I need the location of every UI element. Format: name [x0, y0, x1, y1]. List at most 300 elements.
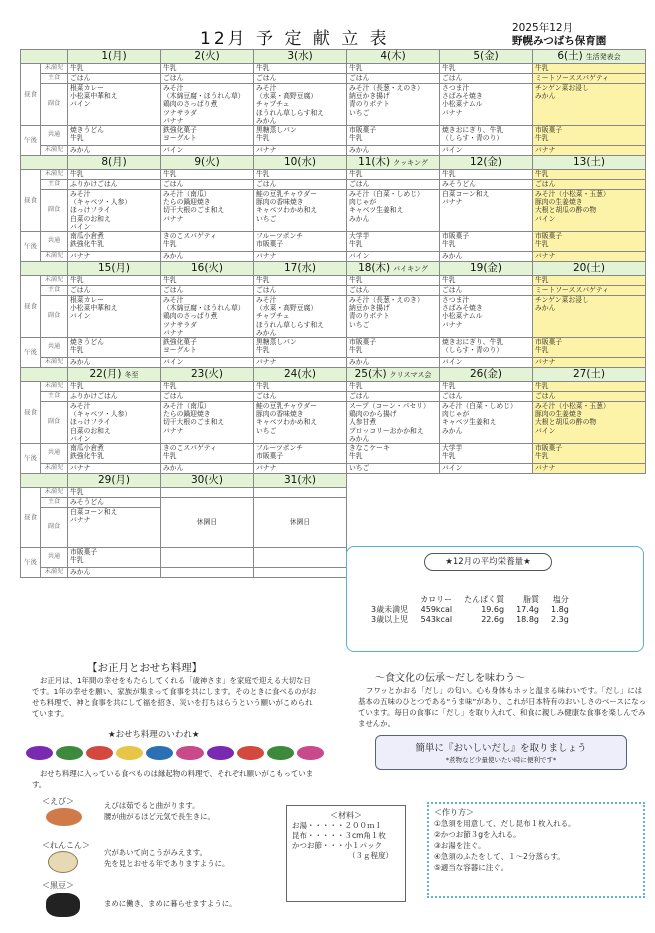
staple-cell: ごはん [68, 286, 161, 296]
menu-line: みそ汁 [163, 296, 184, 305]
menu-line: 市販菓子 [256, 240, 284, 249]
lunch-label: 昼食 [21, 170, 41, 232]
day-label: 20(土) [572, 262, 606, 275]
side-cell [161, 402, 254, 444]
menu-line: フルーツポンチ [256, 444, 304, 453]
dashi-banner [375, 735, 627, 770]
snack-cell [440, 126, 533, 146]
osechi-item-name: ＜えび＞ [42, 797, 74, 806]
staple-cell: ごはん [161, 392, 254, 402]
food-illustration [267, 746, 294, 760]
menu-line: 牛乳 [349, 134, 363, 143]
menu-line: 根菜カレー [70, 84, 104, 92]
side-cell [161, 190, 254, 232]
menu-line: 牛乳 [70, 134, 84, 143]
lunch-label: 昼食 [21, 382, 41, 444]
under3-label: 未満児 [41, 170, 68, 180]
common-label: 共通 [41, 338, 68, 358]
side-cell [254, 296, 347, 338]
menu-line: みかん [535, 304, 556, 313]
common-label: 共通 [41, 126, 68, 146]
dashi-text: フワッとかおる「だし」の匂い。心も身体もホッと温まる味わいです。「だし」には基本の五味のひとつである“うま味”があり、これが日本特有のおいしさのベースになっています。毎日の食事に「だし」を取り入れて、和食に親しみ健康な食事を楽しんでみませんか。 [358, 686, 646, 728]
menu-line: 牛乳 [163, 240, 177, 249]
side-label: 副食 [41, 190, 68, 232]
staple-cell: ごはん [347, 392, 440, 402]
under3-label: 未満児 [41, 488, 68, 498]
menu-line: 大学芋 [349, 232, 370, 241]
staple-cell: ごはん [161, 286, 254, 296]
menu-line: 鮭の豆乳チャウダー [256, 402, 317, 411]
menu-line: ヨーグルト [163, 134, 197, 143]
menu-line: バナナ [442, 320, 463, 329]
menu-line: バナナ [442, 108, 463, 117]
menu-line: バナナ [442, 198, 463, 207]
day-header [68, 368, 161, 382]
day-label: 5(金) [473, 50, 499, 62]
staple-cell: ミートソーススパゲティ [533, 286, 646, 296]
under3-label: 未満児 [41, 276, 68, 286]
day-label: 8(月) [101, 156, 127, 169]
snack-cell [68, 232, 161, 252]
menu-line: 牛乳 [442, 452, 456, 461]
menu-line: さばみそ焼き [442, 304, 483, 313]
side-cell [440, 190, 533, 232]
menu-line: 牛乳 [256, 134, 270, 143]
howto-step: ⑤適当な容器に注ぐ。 [434, 863, 509, 872]
osechi-item-desc [104, 847, 229, 869]
menu-line: 豚肉の生姜焼き [535, 198, 583, 207]
under3-snack-label: 未満児 [41, 568, 68, 578]
nutrition-table [365, 595, 575, 625]
day-header [533, 262, 646, 276]
milk-cell: 牛乳 [533, 382, 646, 392]
milk-cell: 牛乳 [68, 170, 161, 180]
nutrition-cell: 3歳未満児 [371, 605, 409, 614]
day-label: 27(土) [572, 368, 606, 381]
menu-line: キャベツ生姜和え [349, 206, 404, 215]
corner-cell [21, 156, 68, 170]
snack-cell [440, 444, 533, 464]
under3-snack-cell: バナナ [254, 464, 347, 474]
staple-cell: ごはん [347, 180, 440, 190]
menu-line: 黒糖蒸しパン [256, 338, 297, 347]
day-label: 25(木) [354, 367, 387, 380]
nutrition-cell: 18.8g [516, 615, 539, 624]
menu-line: （しらす・青のり） [442, 346, 504, 355]
menu-line: 青のりポテト [349, 100, 390, 109]
milk-cell: 牛乳 [440, 64, 533, 74]
menu-line: たらの鍋迎焼き [163, 410, 211, 419]
menu-line: きのこスパゲティ [163, 232, 217, 241]
menu-line: 鉄強化菓子 [163, 126, 197, 135]
nutrition-cell: 459kcal [420, 605, 453, 614]
under3-snack-cell: みかん [68, 358, 161, 368]
staple-cell: ごはん [440, 392, 533, 402]
menu-line: 牛乳 [163, 452, 177, 461]
menu-line: バイン [70, 222, 91, 231]
milk-cell: 牛乳 [161, 64, 254, 74]
day-header [68, 262, 161, 276]
menu-line: （キャベツ・人参） [70, 410, 132, 419]
osechi-text: お正月は、1年間の幸せをもたらしてくれる「歳神さま」を家庭で迎える大切な日です。1年の幸せを願い、家族が集まって食事を共にします。そのときに食べるのがおせち料理で、神と食事を共にして福を招き、災いを打ちはらうという願いがこめられています。 [32, 676, 317, 718]
day-header: 31(水) [254, 474, 347, 488]
snack-cell [347, 444, 440, 464]
menu-line: みかん [349, 214, 370, 223]
milk-cell: 牛乳 [533, 64, 646, 74]
snack-cell [68, 548, 161, 568]
snack-cell [533, 232, 646, 252]
menu-line: ほっけフライ [70, 418, 111, 427]
side-cell [347, 190, 440, 232]
closed-day: 休園日 [161, 498, 254, 548]
event-label: バイキング [393, 264, 428, 273]
menu-line: 納豆かき揚げ [349, 92, 390, 101]
under3-snack-cell: バナナ [68, 252, 161, 262]
day-header [440, 368, 533, 382]
menu-line: 白菜のお和え [70, 214, 111, 223]
side-cell [533, 84, 646, 126]
corner-cell [21, 474, 68, 488]
menu-line: さばみそ焼き [442, 92, 483, 101]
milk-cell: 牛乳 [440, 382, 533, 392]
howto-step: ②かつお節３gを入れる。 [434, 830, 521, 839]
day-label: 18(木) [358, 261, 391, 274]
under3-snack-cell: バイン [440, 358, 533, 368]
day-header [68, 50, 161, 64]
menu-line: みそ汁（長葱・えのき） [349, 296, 424, 305]
menu-line: 豚肉の生姜焼き [535, 410, 583, 419]
nutrition-cell: 19.6g [481, 605, 505, 614]
snack-cell [254, 126, 347, 146]
menu-line: 市販菓子 [535, 338, 563, 347]
menu-line: いちご [349, 108, 370, 117]
menu-line: 市販菓子 [349, 338, 377, 347]
menu-line: （しらす・青のり） [442, 134, 504, 143]
menu-line: 牛乳 [349, 240, 363, 249]
menu-line: 小松菜中華和え [70, 92, 118, 101]
howto-step: ①急須を用意して、だし昆布１枚入れる。 [434, 819, 576, 828]
menu-line: キャベツ生姜和え [442, 418, 497, 427]
menu-line: 市販菓子 [256, 452, 284, 461]
howto-title: ＜作り方＞ [434, 808, 474, 817]
under3-snack-cell: みかん [161, 252, 254, 262]
menu-line: 牛乳 [70, 556, 84, 565]
menu-line: 納豆かき揚げ [349, 304, 390, 313]
dashi-banner-sub: *煮物など少量使いたい時に便利です* [445, 756, 557, 764]
menu-line: 鶏肉のさっぱり煮 [163, 100, 218, 109]
staple-cell: ごはん [254, 392, 347, 402]
under3-snack-cell: みかん [68, 146, 161, 156]
menu-line: （木綿豆腐・ほうれん草） [163, 304, 245, 313]
snack-cell [68, 444, 161, 464]
milk-cell: 牛乳 [533, 170, 646, 180]
menu-line: 南瓜小倉煮 [70, 444, 104, 453]
day-header [533, 50, 646, 64]
milk-cell: 牛乳 [68, 488, 161, 498]
menu-line: 市販菓子 [535, 444, 563, 453]
menu-line: 牛乳 [535, 346, 549, 355]
staple-cell: ごはん [254, 74, 347, 84]
under3-label: 未満児 [41, 64, 68, 74]
nutrition-cell: 543kcal [420, 615, 453, 624]
menu-line: 大根と胡瓜の酢の物 [535, 418, 597, 427]
menu-line: 鶏肉のから揚げ [349, 410, 397, 419]
staple-cell: ふりかけごはん [68, 392, 161, 402]
day-label: 13(土) [572, 156, 606, 169]
milk-cell: 牛乳 [68, 382, 161, 392]
lunch-label: 昼食 [21, 276, 41, 338]
day-label: 24(水) [283, 368, 317, 381]
material-line: （３ｇ程度） [348, 851, 393, 860]
day-header [254, 262, 347, 276]
snack-cell [68, 338, 161, 358]
side-cell [254, 190, 347, 232]
closed-cell [254, 568, 347, 578]
menu-line: さつま汁 [442, 84, 470, 92]
menu-line: バイン [535, 426, 556, 435]
under3-snack-cell: みかん [440, 252, 533, 262]
day-header [347, 156, 440, 170]
milk-cell: 牛乳 [347, 276, 440, 286]
shrimp-icon [46, 808, 82, 826]
menu-line: 焼きおにぎり、牛乳 [442, 338, 504, 347]
nutrition-col: 塩分 [552, 595, 569, 604]
menu-line: 焼きうどん [70, 338, 104, 347]
milk-cell: 牛乳 [254, 382, 347, 392]
milk-cell: 牛乳 [440, 276, 533, 286]
snack-cell [440, 232, 533, 252]
side-cell [161, 84, 254, 126]
under3-snack-cell: バナナ [254, 146, 347, 156]
menu-line: みかん [256, 116, 277, 125]
day-header [161, 156, 254, 170]
lunch-label: 昼食 [21, 64, 41, 126]
menu-line: みそ汁 [256, 296, 277, 305]
side-cell [347, 84, 440, 126]
under3-snack-cell: バナナ [254, 252, 347, 262]
milk-cell: 牛乳 [161, 170, 254, 180]
nutrition-col: カロリー [420, 595, 453, 604]
material-line: かつお節・・・小１パック [292, 841, 382, 850]
menu-line: 牛乳 [349, 346, 363, 355]
osechi-desc-line: 穴があいて向こうがみえます。 [104, 848, 207, 857]
day-header [254, 156, 347, 170]
side-cell [440, 296, 533, 338]
staple-cell: ふりかけごはん [68, 180, 161, 190]
milk-cell: 牛乳 [533, 276, 646, 286]
staple-cell: ごはん [533, 392, 646, 402]
menu-line: ブロッコリーおかか和え [349, 426, 424, 435]
snack-cell [533, 444, 646, 464]
menu-line: 豚肉の香味焼き [256, 410, 304, 419]
under3-snack-cell: バナナ [533, 464, 646, 474]
common-label: 共通 [41, 232, 68, 252]
menu-line: みそ汁（長葱・えのき） [349, 84, 424, 92]
material-line: お湯・・・・・２００ｍｌ [292, 821, 382, 830]
menu-line: バナナ [70, 516, 91, 525]
menu-line: 根菜カレー [70, 296, 104, 305]
osechi-item-desc [104, 800, 215, 822]
closed-day: 休園日 [254, 498, 347, 548]
day-header [440, 262, 533, 276]
page-title: 12月 予 定 献 立 表 [200, 29, 390, 49]
food-illustration [146, 746, 173, 760]
menu-line: さつま汁 [442, 296, 470, 305]
day-label: 6(土) [557, 49, 583, 62]
black-beans-icon [46, 893, 80, 917]
closed-cell [254, 488, 347, 498]
milk-cell: 牛乳 [161, 382, 254, 392]
side-label: 副食 [41, 84, 68, 126]
day-header [254, 50, 347, 64]
under3-snack-cell: バイン [161, 146, 254, 156]
staple-label: 主食 [41, 286, 68, 296]
side-cell [347, 402, 440, 444]
menu-line: 青のりポテト [349, 312, 390, 321]
menu-line: 市販菓子 [535, 232, 563, 241]
menu-line: ヨーグルト [163, 346, 197, 355]
menu-line: 牛乳 [256, 346, 270, 355]
menu-line: 小松菜中華和え [70, 304, 118, 313]
day-label: 17(水) [283, 262, 317, 275]
day-header [347, 50, 440, 64]
menu-line: 白菜コーン和え [70, 508, 118, 517]
snack-cell [254, 232, 347, 252]
day-label: 10(水) [283, 156, 317, 169]
menu-line: バイン [535, 214, 556, 223]
menu-line: みかん [256, 328, 277, 337]
menu-line: チンゲン菜お浸し [535, 296, 589, 305]
event-label: クッキング [393, 158, 428, 167]
materials-title: ＜材料＞ [330, 811, 362, 820]
under3-snack-cell: みかん [347, 358, 440, 368]
snack-cell [533, 126, 646, 146]
menu-line: （水菜・高野豆腐） [256, 92, 318, 101]
menu-line: みそ汁（白菜・しめじ） [349, 190, 424, 199]
staple-cell: ごはん [161, 180, 254, 190]
snack-cell [347, 126, 440, 146]
menu-line: 黒糖蒸しパン [256, 126, 297, 135]
menu-line: 鉄強化牛乳 [70, 452, 104, 461]
menu-line: 焼きうどん [70, 126, 104, 135]
day-header [440, 156, 533, 170]
menu-line: みそ汁 [70, 190, 91, 199]
menu-line: ほうれん草しらす和え [256, 320, 324, 329]
milk-cell: 牛乳 [254, 64, 347, 74]
food-illustration [26, 746, 53, 760]
howto-step: ④急須のふたをして、１～2分蒸らす。 [434, 852, 565, 861]
menu-line: （水菜・高野豆腐） [256, 304, 318, 313]
milk-cell: 牛乳 [161, 276, 254, 286]
osechi-desc-line: 腰が曲がるほど元気で長生きに。 [104, 812, 215, 821]
snack-cell [161, 232, 254, 252]
staple-label: 主食 [41, 498, 68, 508]
menu-line: みかん [535, 92, 556, 101]
menu-line: 小松菜ナムル [442, 100, 483, 109]
menu-line: 牛乳 [535, 134, 549, 143]
menu-line: 市販菓子 [349, 126, 377, 135]
side-cell [68, 190, 161, 232]
staple-cell: ごはん [347, 74, 440, 84]
day-label: 12(金) [469, 156, 503, 169]
side-cell [347, 296, 440, 338]
nutrition-cell: 1.8g [550, 605, 569, 614]
osechi-item-name: ＜れんこん＞ [42, 841, 90, 850]
day-header [161, 368, 254, 382]
day-header [161, 50, 254, 64]
staple-label: 主食 [41, 180, 68, 190]
snack-cell [161, 126, 254, 146]
header-info [512, 22, 606, 48]
menu-line: みそ汁 [70, 402, 91, 411]
day-label: 23(火) [190, 368, 224, 381]
under3-snack-cell: バナナ [254, 358, 347, 368]
side-cell [440, 84, 533, 126]
menu-line: いちご [256, 214, 277, 223]
under3-label: 未満児 [41, 382, 68, 392]
menu-line: みかん [349, 434, 370, 443]
closed-cell [161, 548, 254, 568]
materials-box [286, 805, 406, 902]
snack-cell [161, 338, 254, 358]
menu-line: ツナサラダ [163, 320, 197, 329]
day-header [533, 156, 646, 170]
snack-label: 午後 [21, 548, 41, 578]
milk-cell: 牛乳 [347, 382, 440, 392]
closed-cell [254, 548, 347, 568]
under3-snack-cell: みかん [68, 568, 161, 578]
day-label: 2(火) [194, 50, 220, 62]
menu-line: フルーツポンチ [256, 232, 304, 241]
menu-line: バイン [70, 100, 91, 109]
side-cell [440, 402, 533, 444]
menu-line: 市販菓子 [70, 548, 98, 557]
day-header [440, 50, 533, 64]
day-header [347, 262, 440, 276]
dashi-title: ～食文化の伝承～だしを味わう～ [375, 673, 525, 684]
staple-cell: ごはん [440, 74, 533, 84]
menu-line: みそ汁（南瓜） [163, 190, 211, 199]
milk-cell: 牛乳 [440, 170, 533, 180]
osechi-desc-line: まめに働き、まめに暮らせますように。 [104, 899, 237, 908]
day-label: 22(月) [89, 367, 122, 380]
snack-cell [254, 444, 347, 464]
event-label: クリスマス会 [389, 370, 432, 379]
day-header [254, 368, 347, 382]
menu-line: みそ汁（白菜・しめじ） [442, 402, 517, 411]
menu-line: 肉じゃが [349, 198, 377, 207]
menu-line: バナナ [163, 328, 184, 337]
nutrition-cell: 2.3g [550, 615, 569, 624]
food-illustration [116, 746, 143, 760]
menu-line: 市販菓子 [535, 126, 563, 135]
day-header [347, 368, 440, 382]
food-illustration [207, 746, 234, 760]
osechi-desc-line: 先を見とおせる年でありますように。 [104, 859, 230, 868]
corner-cell [21, 50, 68, 64]
milk-cell: 牛乳 [347, 170, 440, 180]
under3-snack-label: 未満児 [41, 358, 68, 368]
staple-cell: ごはん [254, 286, 347, 296]
menu-line: きなこケーキ [349, 444, 390, 453]
howto-step: ③お湯を注ぐ。 [434, 841, 486, 850]
menu-line: 鶏肉のさっぱり煮 [163, 312, 218, 321]
side-label: 副食 [41, 296, 68, 338]
menu-line: チンゲン菜お浸し [535, 84, 589, 92]
food-illustration [56, 746, 83, 760]
snack-label: 午後 [21, 126, 41, 156]
milk-cell: 牛乳 [254, 170, 347, 180]
